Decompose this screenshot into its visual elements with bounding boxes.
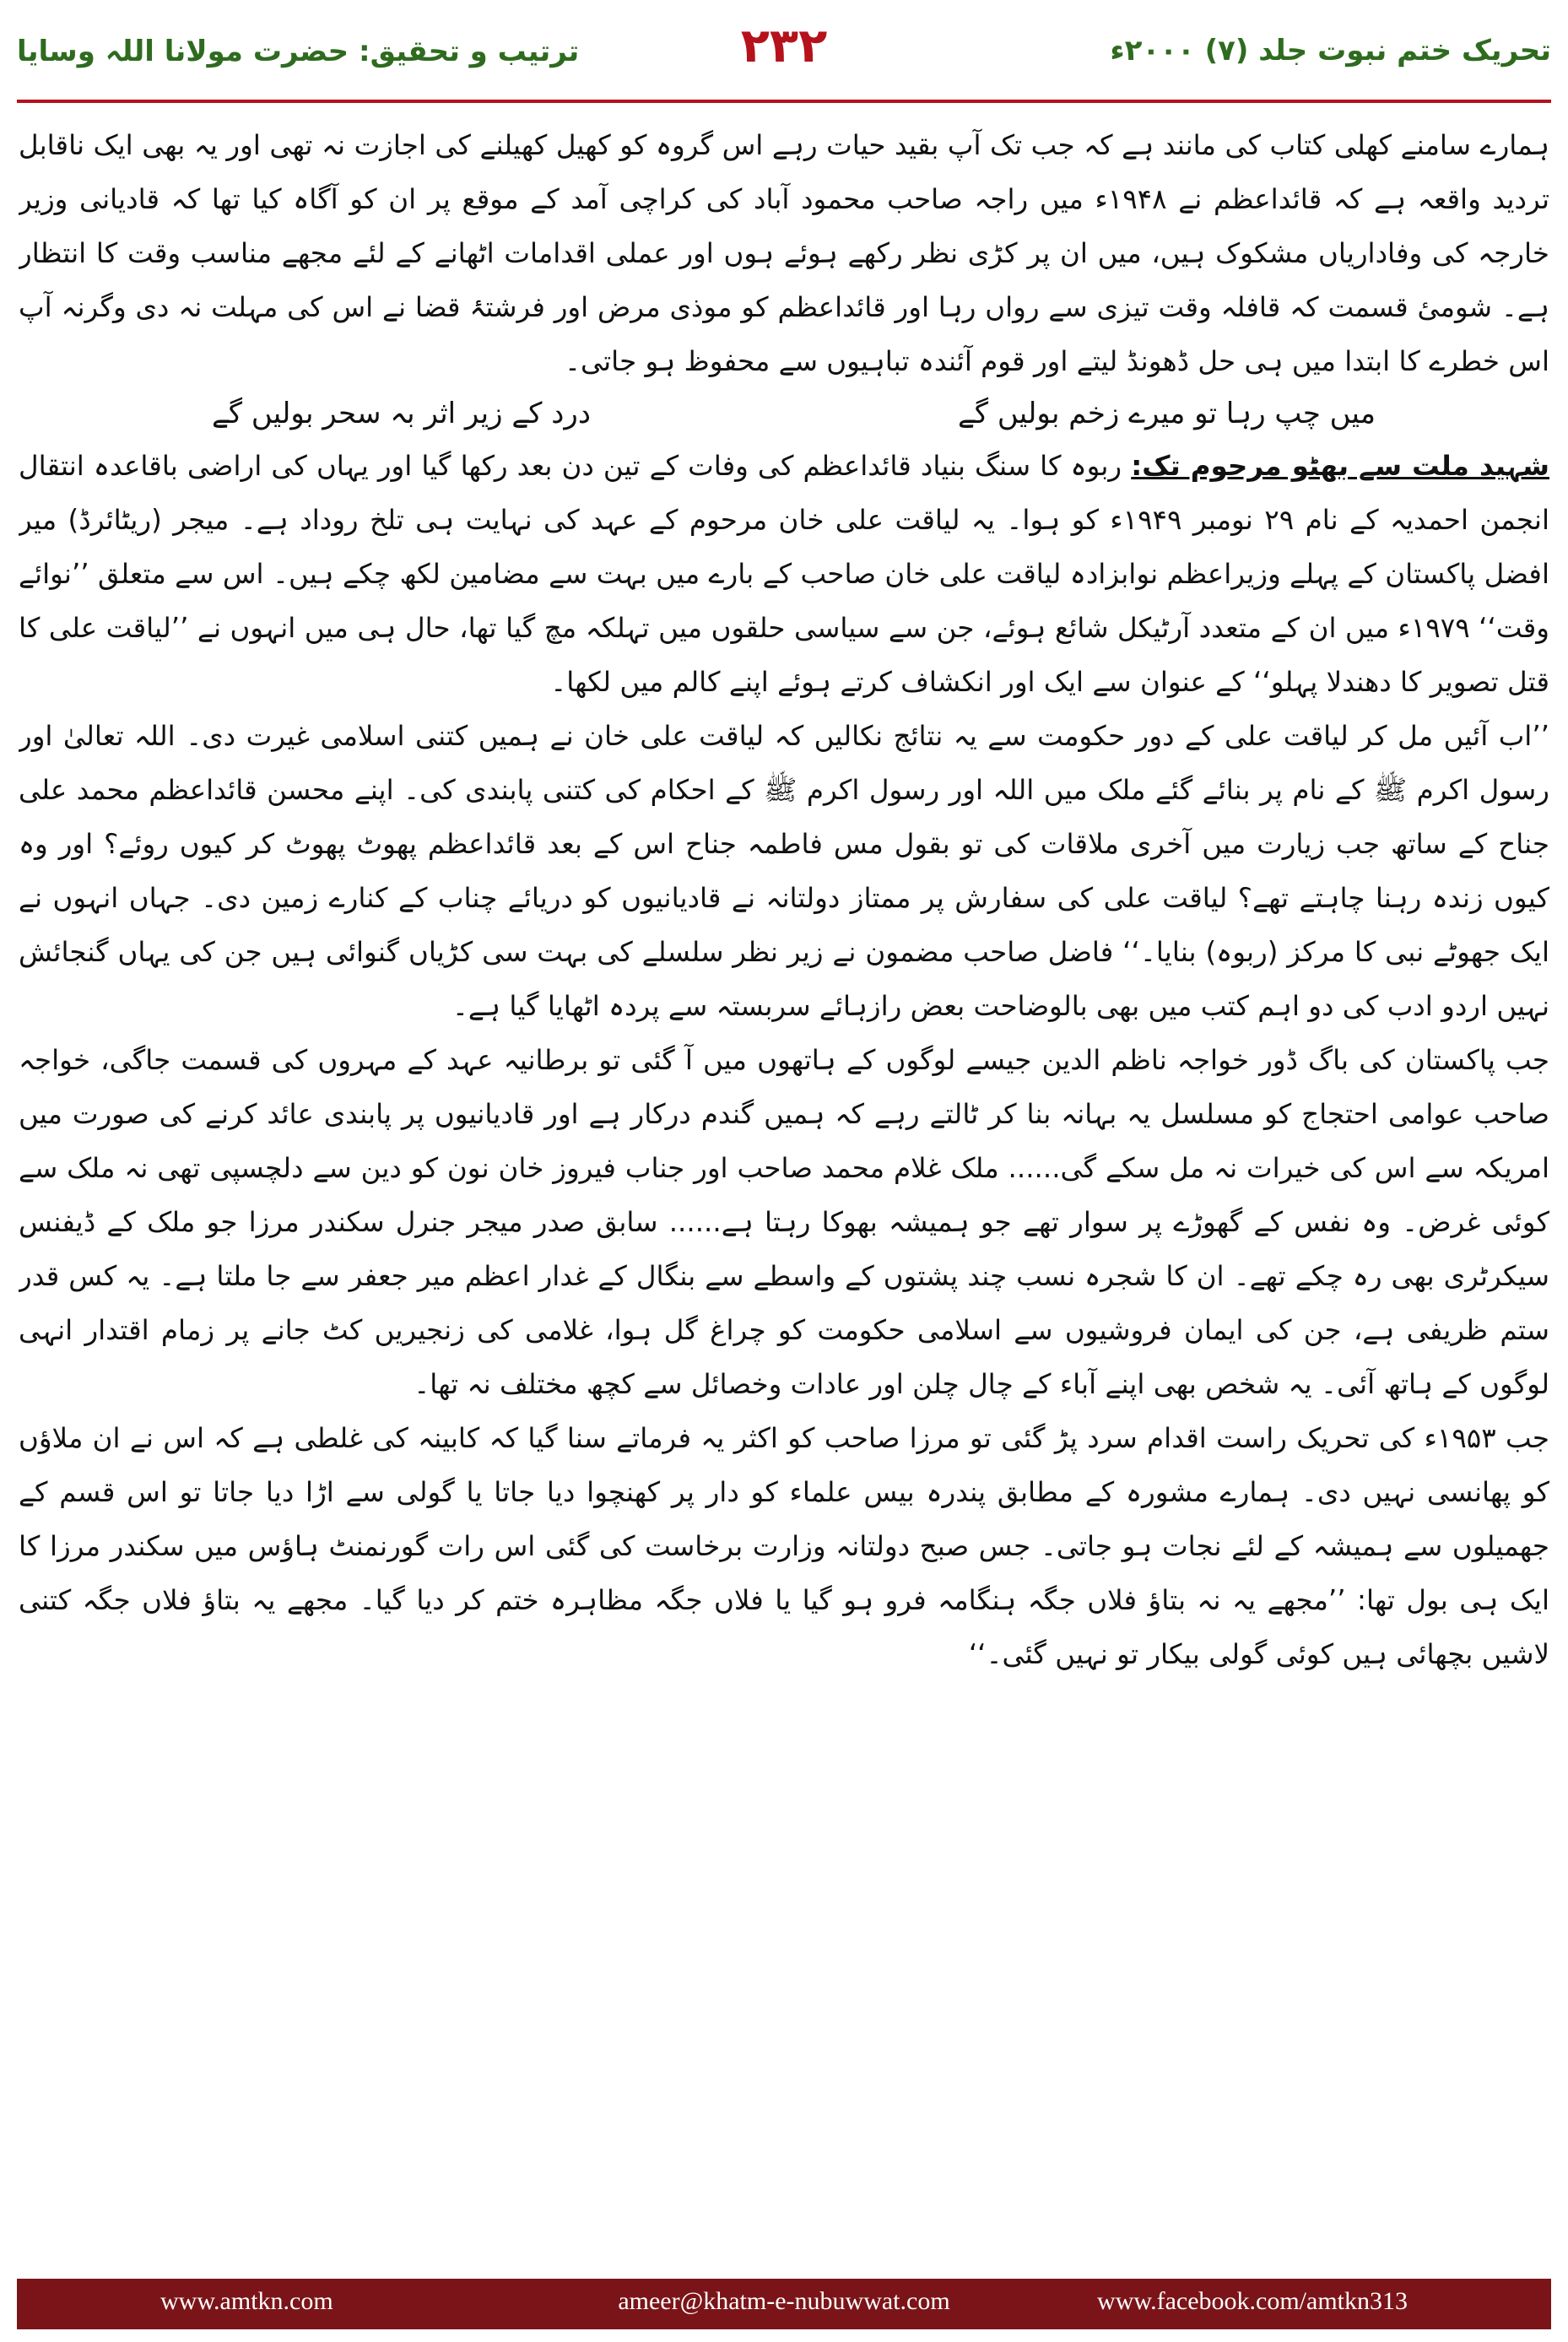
footer-email-link[interactable]: ameer@khatm-e-nubuwwat.com	[618, 2287, 950, 2315]
paragraph: ’’اب آئیں مل کر لیاقت علی کے دور حکومت سے یہ نتائج نکالیں کہ لیاقت علی خان نے ہمیں کتنی اسلامی غیرت دی۔ اللہ تعالیٰ اور رسول اکرم ﷺ کے نام پر بنائے گئے ملک میں اللہ اور رسول اکرم ﷺ کے احکام کی کتنی پابندی کی۔ اپنے محسن قائداعظم محمد علی جناح کے ساتھ جب زیارت میں آخری ملاقات کی تو بقول مس فاطمہ جناح اس کے بعد قائداعظم پھوٹ پھوٹ کر کیوں روئے؟ اور وہ کیوں زندہ رہنا چاہتے تھے؟ لیاقت علی کی سفارش پر ممتاز دولتانہ نے قادیانیوں کو دریائے چناب کے کنارے زمین دی۔ جہاں انہوں نے ایک جھوٹے نبی کا مرکز (ربوہ) بنایا۔‘‘ فاضل صاحب مضمون نے زیر نظر سلسلے کی بہت سی کڑیاں گنوائی ہیں جن کی یہاں گنجائش نہیں اردو ادب کی دو اہم کتب میں بھی بالوضاحت بعض رازہائے سربستہ سے پردہ اٹھایا گیا ہے۔	[19, 720, 1549, 1022]
section-paragraph	[19, 439, 1549, 709]
page-body	[19, 118, 1549, 2253]
verse-right: میں چپ رہا تو میرے زخم بولیں گے	[958, 397, 1376, 430]
page-header	[17, 19, 1551, 95]
section-heading: شہید ملت سے بھٹو مرحوم تک:	[1131, 450, 1549, 482]
page-footer	[17, 2279, 1551, 2329]
compiler-credit: ترتیب و تحقیق: حضرت مولانا اللہ وسایا	[17, 35, 580, 68]
book-title: تحریک ختم نبوت جلد (۷) ۲۰۰۰ء	[1110, 34, 1551, 68]
paragraph: ہمارے سامنے کھلی کتاب کی مانند ہے کہ جب تک آپ بقید حیات رہے اس گروہ کو کھیل کھیلنے کی اجازت نہ تھی اور یہ بھی ایک ناقابل تردید واقعہ ہے کہ قائداعظم نے ۱۹۴۸ء میں راجہ صاحب محمود آباد کی کراچی آمد کے موقع پر ان کو آگاہ کیا تھا کہ قادیانی وزیر خارجہ کی وفاداریاں مشکوک ہیں، میں ان پر کڑی نظر رکھے ہوئے ہوں اور عملی اقدامات اٹھانے کے لئے مجھے مناسب وقت کا انتظار ہے۔ شومیٔ قسمت کہ قافلہ وقت تیزی سے رواں رہا اور قائداعظم کو موذی مرض اور فرشتۂ قضا نے اس کی مہلت نہ دی وگرنہ آپ اس خطرے کا ابتدا میں ہی حل ڈھونڈ لیتے اور قوم آئندہ تباہیوں سے محفوظ ہو جاتی۔	[19, 129, 1549, 377]
header-divider	[17, 100, 1551, 103]
paragraph: جب پاکستان کی باگ ڈور خواجہ ناظم الدین جیسے لوگوں کے ہاتھوں میں آ گئی تو برطانیہ عہد کے مہروں کی قسمت جاگی، خواجہ صاحب عوامی احتجاج کو مسلسل یہ بہانہ بنا کر ٹالتے رہے کہ ہمیں گندم درکار ہے اور قادیانیوں پر پابندی عائد کرنے کی صورت میں امریکہ سے اس کی خیرات نہ مل سکے گی...... ملک غلام محمد صاحب اور جناب فیروز خان نون کو دین سے دلچسپی تھی نہ ملک سے کوئی غرض۔ وہ نفس کے گھوڑے پر سوار تھے جو ہمیشہ بھوکا رہتا ہے...... سابق صدر میجر جنرل سکندر مرزا جو ملک کے ڈیفنس سیکرٹری بھی رہ چکے تھے۔ ان کا شجرہ نسب چند پشتوں کے واسطے سے بنگال کے غدار اعظم میر جعفر سے جا ملتا ہے۔ یہ کس قدر ستم ظریفی ہے، جن کی ایمان فروشیوں سے اسلامی حکومت کو چراغ گل ہوا، غلامی کی زنجیریں کٹ جانے پر زمام اقتدار انہی لوگوں کے ہاتھ آئی۔ یہ شخص بھی اپنے آباء کے چال چلن اور عادات وخصائل سے کچھ مختلف نہ تھا۔	[19, 1044, 1549, 1400]
footer-facebook-link[interactable]: www.facebook.com/amtkn313	[1097, 2287, 1408, 2315]
verse-left: درد کے زیر اثر بہ سحر بولیں گے	[212, 397, 591, 430]
verse-couplet	[19, 388, 1549, 439]
section-lead: ربوہ کا سنگ بنیاد قائداعظم کی وفات کے تین دن بعد رکھا گیا اور یہاں کی اراضی باقاعدہ انتقال انجمن احمدیہ کے نام ۲۹ نومبر ۱۹۴۹ء کو ہوا۔ یہ لیاقت علی خان مرحوم کے عہد کی نہایت ہی تلخ روداد ہے۔ میجر (ریٹائرڈ) میر افضل پاکستان کے پہلے وزیراعظم نوابزادہ لیاقت علی خان صاحب کے بارے میں بہت سے مضامین لکھ چکے ہیں۔ اس سے متعلق ’’نوائے وقت‘‘ ۱۹۷۹ء میں ان کے متعدد آرٹیکل شائع ہوئے، جن سے سیاسی حلقوں میں تہلکہ مچ گیا تھا، حال ہی میں انہوں نے ’’لیاقت علی کا قتل تصویر کا دھندلا پہلو‘‘ کے عنوان سے ایک اور انکشاف کرتے ہوئے اپنے کالم میں لکھا۔	[19, 450, 1549, 698]
page-number: ۲۳۲	[740, 19, 828, 73]
footer-website-link[interactable]: www.amtkn.com	[160, 2287, 333, 2315]
paragraph: جب ۱۹۵۳ء کی تحریک راست اقدام سرد پڑ گئی تو مرزا صاحب کو اکثر یہ فرماتے سنا گیا کہ کابینہ کی غلطی ہے کہ اس نے ان ملاؤں کو پھانسی نہیں دی۔ ہمارے مشورہ کے مطابق پندرہ بیس علماء کو دار پر کھنچوا دیا جاتا یا گولی سے اڑا دیا جاتا تو اس قسم کے جھمیلوں سے ہمیشہ کے لئے نجات ہو جاتی۔ جس صبح دولتانہ وزارت برخاست کی گئی اس رات گورنمنٹ ہاؤس میں سکندر مرزا کا ایک ہی بول تھا: ’’مجھے یہ نہ بتاؤ فلاں جگہ ہنگامہ فرو ہو گیا یا فلاں جگہ مظاہرہ ختم کر دیا گیا۔ مجھے یہ بتاؤ فلاں جگہ کتنی لاشیں بچھائی ہیں کوئی گولی بیکار تو نہیں گئی۔‘‘	[19, 1422, 1549, 1670]
